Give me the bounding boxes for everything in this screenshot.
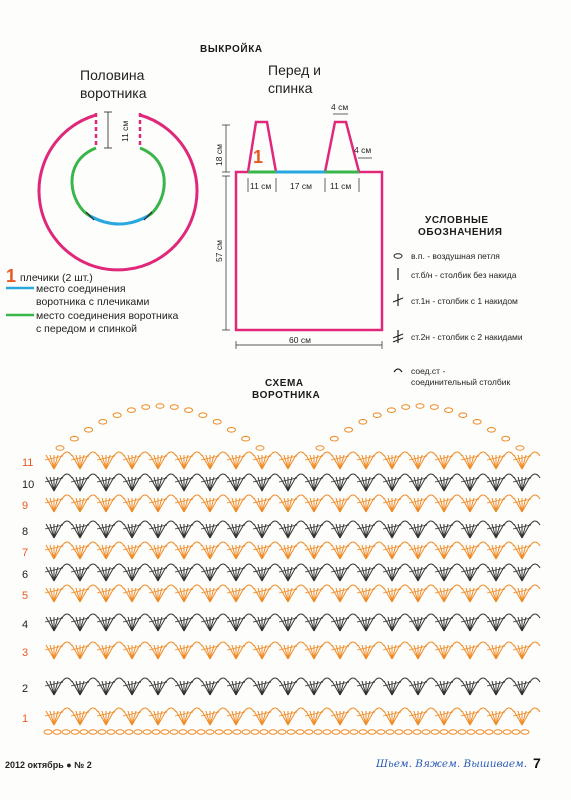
row-number-label: 4 [22, 619, 29, 631]
strap-height-dim: 18 см [214, 144, 224, 166]
row-number-label: 2 [22, 683, 29, 695]
legend-straps-label: плечики (2 шт.) [20, 272, 93, 284]
legend-green-line2: с передом и спинкой [36, 323, 138, 335]
strap-marker: 1 [253, 147, 264, 167]
right-top-dim: 11 см [330, 181, 352, 191]
legend-blue-line1: место соединения [36, 283, 126, 295]
page-number: 7 [533, 755, 541, 771]
strap-side-dim: 4 см [354, 145, 372, 155]
mid-top-dim: 17 см [290, 181, 312, 191]
row-number-label: 5 [22, 590, 29, 602]
chart-row [45, 585, 540, 602]
row-number-label: 3 [22, 647, 29, 659]
legend [6, 266, 179, 335]
row-number-label: 1 [22, 713, 29, 725]
row-number-label: 6 [22, 569, 29, 581]
row-numbers [22, 457, 34, 725]
collar-title-line1: Половина [80, 67, 145, 83]
row-number-label: 11 [22, 457, 34, 469]
chart-row [45, 614, 540, 631]
legend-green-line1: место соединения воротника [36, 310, 179, 322]
body-title-line2: спинка [268, 80, 313, 96]
chart-row [45, 564, 540, 581]
chart-row [45, 495, 540, 512]
legend-blue-line2: воротника с плечиками [36, 296, 150, 308]
symbol-slst-label1: соед.ст - [411, 366, 446, 376]
symbols-heading-line1: УСЛОВНЫЕ [425, 215, 489, 226]
issue-date: 2012 октябрь ● № 2 [5, 760, 92, 770]
legend-number-mark: 1 [6, 266, 17, 286]
width-dim: 60 см [289, 335, 311, 345]
symbols-heading-line2: ОБОЗНАЧЕНИЯ [418, 227, 503, 238]
chart-row [45, 521, 540, 538]
body-title-line1: Перед и [268, 62, 321, 78]
row-number-label: 7 [22, 547, 29, 559]
symbol-key [393, 251, 523, 387]
scheme-heading-line1: СХЕМА [265, 378, 304, 389]
collar-title-line2: воротника [80, 85, 147, 101]
chain-oval-icon [394, 254, 402, 259]
chart-row [45, 678, 540, 695]
double-crochet-icon [393, 294, 403, 306]
strap-top-dim: 4 см [331, 102, 349, 112]
chart-top-scallops [56, 404, 524, 451]
chart-row [45, 452, 540, 469]
symbol-chain-label: в.п. - воздушная петля [411, 251, 500, 261]
treble-crochet-icon [393, 330, 403, 343]
chart-row [45, 474, 540, 491]
collar-shape [39, 112, 197, 270]
left-top-dim: 11 см [250, 181, 272, 191]
row-number-label: 9 [22, 500, 29, 512]
height-dim: 57 см [214, 240, 224, 262]
slip-stitch-icon [394, 369, 402, 372]
collar-crochet-chart [44, 404, 540, 735]
symbol-tr-label: ст.2н - столбик с 2 накидами [411, 332, 523, 342]
chart-row [45, 542, 540, 559]
pattern-heading: ВЫКРОЙКА [200, 44, 263, 55]
magazine-slogan: Шьем. Вяжем. Вышиваем. [376, 758, 528, 770]
scheme-heading-line2: ВОРОТНИКА [252, 390, 321, 401]
collar-gap-dim: 11 см [120, 120, 130, 142]
symbol-slst-label2: соединительный столбик [411, 377, 511, 387]
symbol-dc-label: ст.1н - столбик с 1 накидом [411, 296, 518, 306]
symbol-sc-label: ст.б/н - столбик без накида [411, 270, 517, 280]
row-number-label: 8 [22, 526, 29, 538]
chart-row [45, 642, 540, 659]
chart-foundation-chain [44, 730, 529, 734]
row-number-label: 10 [22, 479, 35, 491]
chart-row [45, 708, 540, 725]
